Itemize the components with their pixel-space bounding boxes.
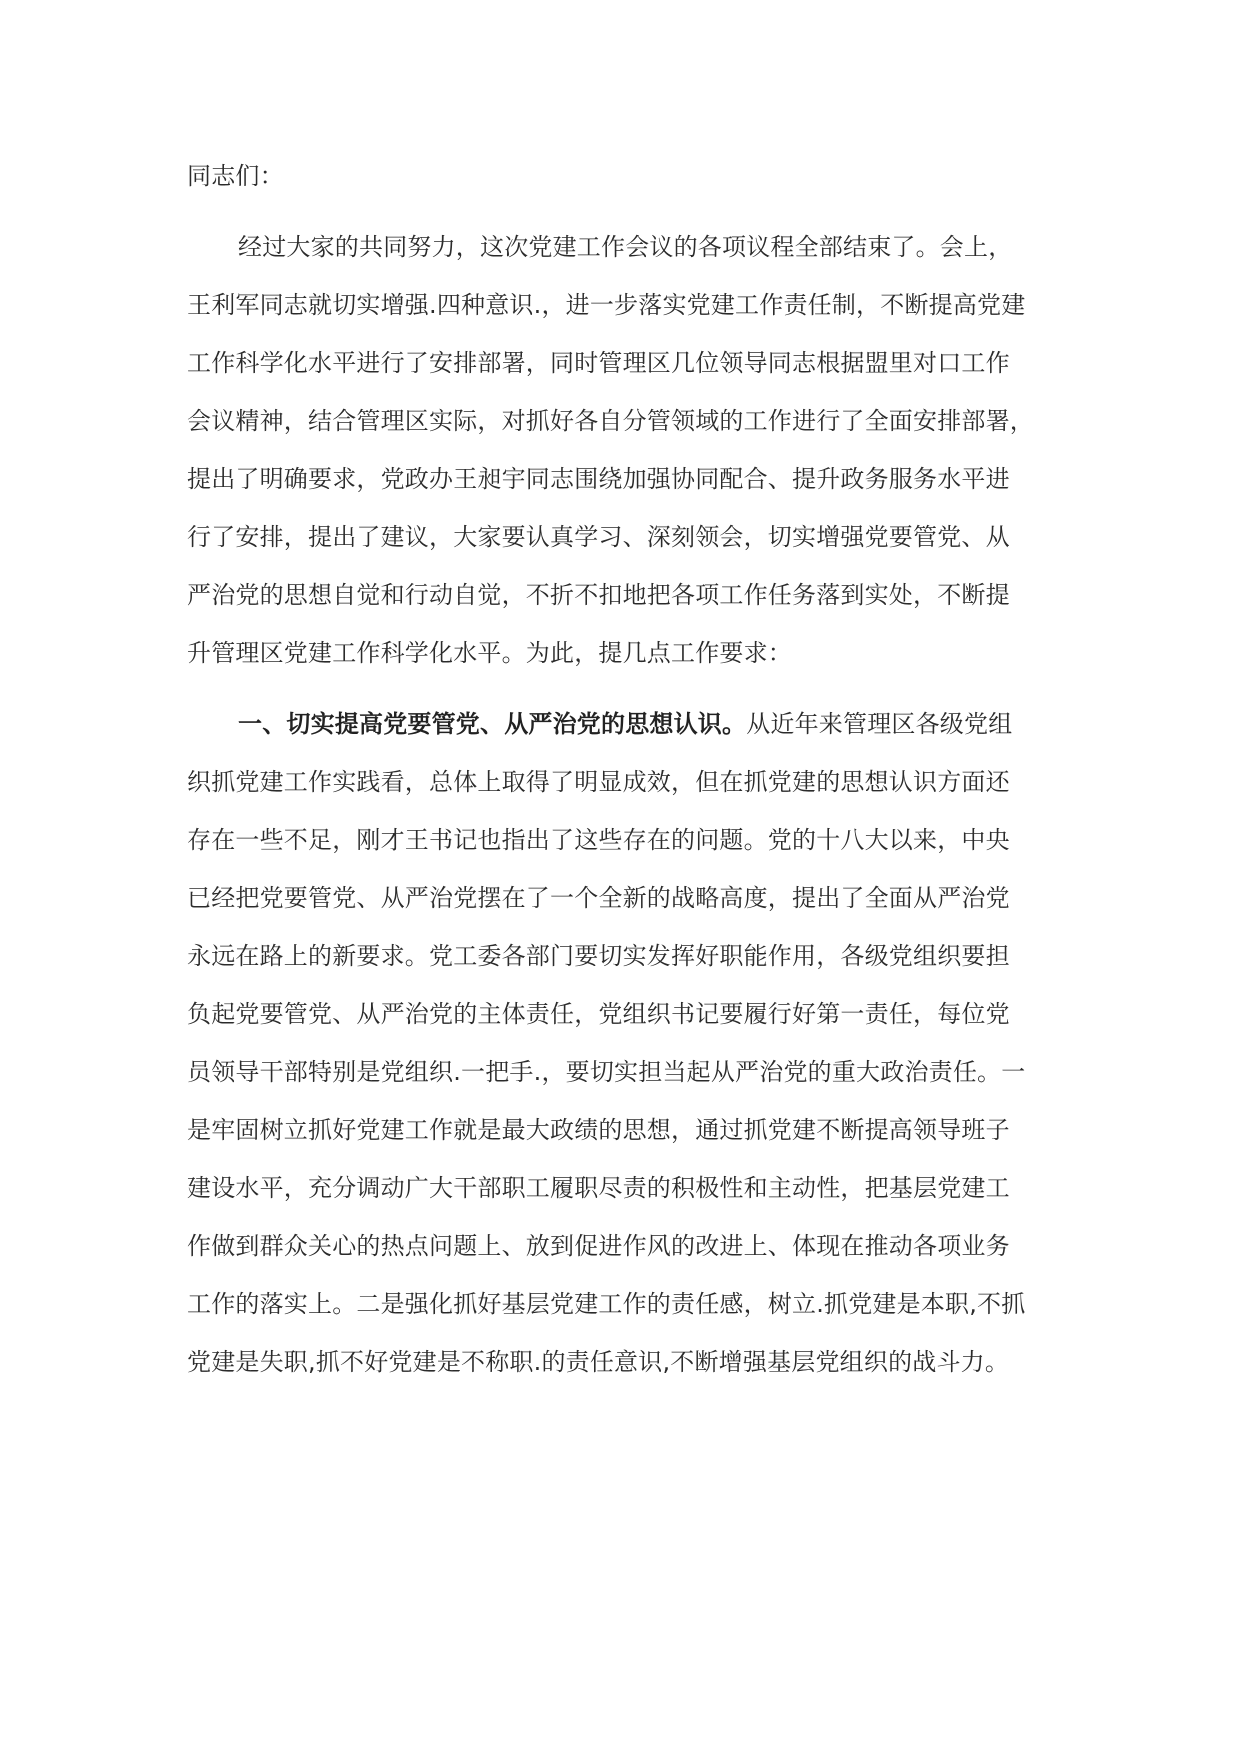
paragraph-1-line-1: 经过大家的共同努力，这次党建工作会议的各项议程全部结束了。会上，	[238, 233, 1013, 261]
section-1-first-line	[238, 708, 1012, 740]
section-1-line-8: 是牢固树立抓好党建工作就是最大政绩的思想，通过抓党建不断提高领导班子	[187, 1116, 1010, 1144]
paragraph-1-line-3: 工作科学化水平进行了安排部署，同时管理区几位领导同志根据盟里对口工作	[187, 349, 1010, 377]
section-1-line-5: 永远在路上的新要求。党工委各部门要切实发挥好职能作用，各级党组织要担	[187, 942, 1010, 970]
section-1-line-12: 党建是失职,抓不好党建是不称职.的责任意识,不断增强基层党组织的战斗力。	[187, 1348, 1010, 1376]
paragraph-1-line-4: 会议精神，结合管理区实际，对抓好各自分管领域的工作进行了全面安排部署，	[187, 407, 1034, 435]
paragraph-1-line-6: 行了安排，提出了建议，大家要认真学习、深刻领会，切实增强党要管党、从	[187, 523, 1010, 551]
paragraph-1-line-7: 严治党的思想自觉和行动自觉，不折不扣地把各项工作任务落到实处，不断提	[187, 581, 1010, 609]
section-1-line-6: 负起党要管党、从严治党的主体责任，党组织书记要履行好第一责任，每位党	[187, 1000, 1010, 1028]
salutation: 同志们：	[187, 162, 284, 190]
paragraph-1-line-8: 升管理区党建工作科学化水平。为此，提几点工作要求：	[187, 639, 792, 667]
section-1-line-2: 织抓党建工作实践看，总体上取得了明显成效，但在抓党建的思想认识方面还	[187, 768, 1010, 796]
paragraph-1-line-5: 提出了明确要求，党政办王昶宇同志围绕加强协同配合、提升政务服务水平进	[187, 465, 1010, 493]
paragraph-1-line-2: 王利军同志就切实增强.四种意识.，进一步落实党建工作责任制，不断提高党建	[187, 291, 1026, 319]
section-1-heading: 一、切实提高党要管党、从严治党的思想认识。	[238, 710, 747, 738]
section-1-line-7: 员领导干部特别是党组织.一把手.，要切实担当起从严治党的重大政治责任。一	[187, 1058, 1026, 1086]
section-1-line-11: 工作的落实上。二是强化抓好基层党建工作的责任感，树立.抓党建是本职,不抓	[187, 1290, 1026, 1318]
section-1-line-3: 存在一些不足，刚才王书记也指出了这些存在的问题。党的十八大以来，中央	[187, 826, 1010, 854]
section-1-line-10: 作做到群众关心的热点问题上、放到促进作风的改进上、体现在推动各项业务	[187, 1232, 1010, 1260]
section-1-first-line-text: 从近年来管理区各级党组	[746, 710, 1013, 738]
section-1-line-4: 已经把党要管党、从严治党摆在了一个全新的战略高度，提出了全面从严治党	[187, 884, 1010, 912]
section-1-line-9: 建设水平，充分调动广大干部职工履职尽责的积极性和主动性，把基层党建工	[187, 1174, 1010, 1202]
